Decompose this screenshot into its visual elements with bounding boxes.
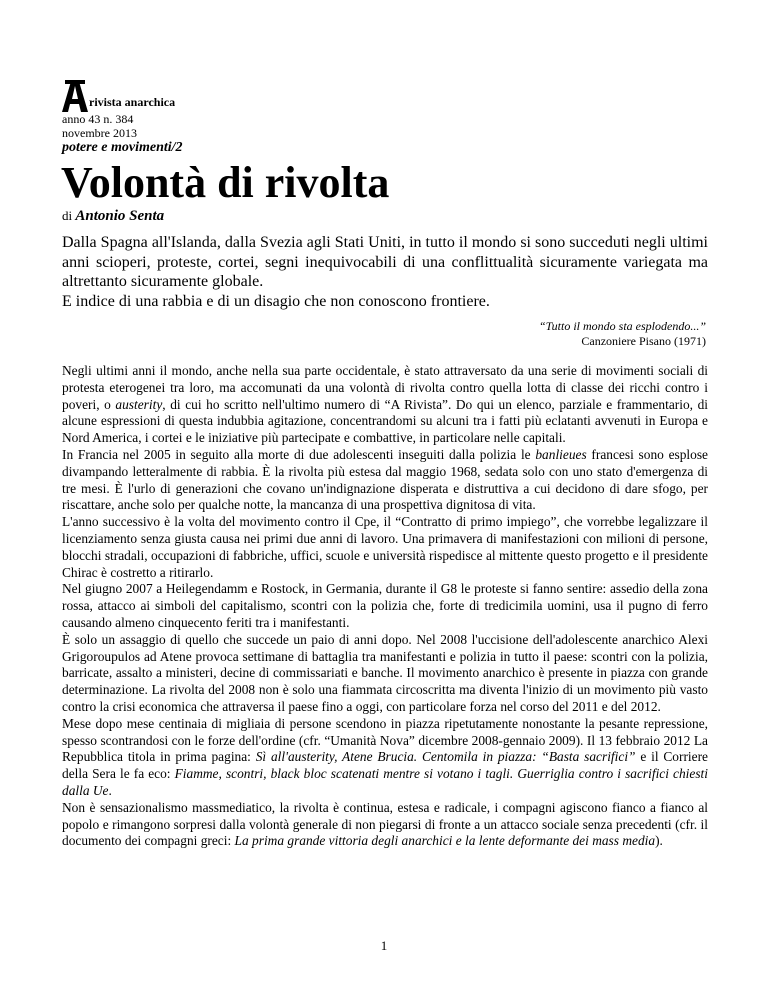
text-span: , di cui ho scritto nell'ultimo numero di “A Rivista”. Do qui un elenco, parziale e frammentario, di alcune espressioni di questa indubbia agitazione, concentrandomi su alcuni tra i fatti più eclatanti avvenuti in Europa e Nord America, i cortei e le iniziative più partecipate e combattive, in particolare nelle capitali. [62,396,708,446]
article-title: Volontà di rivolta [61,158,390,207]
epigraph-source: Canzoniere Pisano (1971) [581,334,706,348]
body-paragraph [62,800,708,850]
issue-date: novembre 2013 [62,126,137,140]
text-span: Non è sensazionalismo massmediatico, la rivolta è continua, estesa e radicale, i compagni agiscono fianco a fianco al popolo e rimangono sorpresi dalla volontà generale di non piegarsi di fronte a un attacco sociale senza precedenti (cfr. il documento dei compagni greci: [62,799,708,849]
body-paragraph [62,716,708,800]
byline [62,208,164,225]
article-body [62,363,708,850]
logo-row [62,72,183,112]
body-paragraph: È solo un assaggio di quello che succede un paio di anni dopo. Nel 2008 l'uccisione dell'adolescente anarchico Alexi Grigoroupulos ad Atene provoca settimane di battaglia tra manifestanti e polizia in tutto il paese: scontri con la polizia, barricate, assalto a ministeri, decine di commissariati e banche. Il movimento anarchico è presente in piazza con grande determinazione. La rivolta del 2008 non è solo una fiammata circoscritta ma diventa l'inizio di un movimento più vasto contro la crisi economica che attraversa il paese fino a oggi, con particolare forza nel corso del 2011 e del 2012. [62,631,708,714]
author-name: Antonio Senta [75,208,165,224]
section-title: potere e movimenti/2 [62,140,183,155]
text-span: . [108,782,112,798]
body-paragraph: L'anno successivo è la volta del movimento contro il Cpe, il “Contratto di primo impiego”, che vorrebbe legalizzare il licenziamento senza giusta causa nei primi due anni di lavoro. Una primavera di manifestazioni con milioni di persone, blocchi stradali, occupazioni di fabbriche, uffici, scuole e università rispedisce al mittente questo progetto e il presidente Chirac è costretto a ritirarlo. [62,514,708,580]
a-logo-icon [62,78,88,112]
headline-quote: Sì all'austerity, Atene Brucia. Centomila in piazza: “Basta sacrifici” [255,749,636,765]
issue-number: anno 43 n. 384 [62,112,134,126]
text-span: Negli ultimi anni il mondo, anche nella sua parte occidentale, è stato attraversato da una serie di movimenti sociali di protesta eterogenei tra loro, ma accomunati da una volontà di rivolta contro quella lotta di classe dei ricchi contro i poveri, o [62,363,708,412]
page-number: 1 [380,938,388,953]
document-title: La prima grande vittoria degli anarchici e la lente deformante dei mass media [234,833,656,849]
epigraph-quote: “Tutto il mondo sta esplodendo...” [538,319,706,333]
headline-quote: Fiamme, scontri, black bloc scatenati mentre si votano i tagli. Guerriglia contro i sacrifici chiesti dalla Ue [62,766,708,798]
italic-term: banlieues [535,446,587,462]
text-span: ). [655,833,663,849]
lead-line-2: E indice di una rabbia e di un disagio che non conoscono frontiere. [62,292,490,310]
body-paragraph [62,363,708,447]
body-paragraph [62,447,708,514]
body-paragraph: Nel giugno 2007 a Heilegendamm e Rostock, in Germania, durante il G8 le proteste si fanno sentire: assedio della zona rossa, attacco ai simboli del capitalismo, scontri con la polizia che, forte di tredicimila uomini, usa il pugno di ferro causando almeno cinquecento feriti tra i manifestanti. [62,581,708,630]
epigraph [539,319,706,349]
text-span: e il Corriere della Sera le fa eco: [62,749,708,782]
masthead [62,72,183,156]
byline-prefix: di [62,208,73,223]
lead-line-1: Dalla Spagna all'Islanda, dalla Svezia agli Stati Uniti, in tutto il mondo si sono succeduti negli ultimi anni scioperi, proteste, cortei, segni inequivocabili di una conflittualità sicuramente variegata ma altrettanto sicuramente globale. [62,234,708,290]
lead-paragraph [62,233,708,311]
text-span: Mese dopo mese centinaia di migliaia di persone scendono in piazza ripetutamente nonostante la pesante repressione, spesso scontrandosi con le forze dell'ordine (cfr. “Umanità Nova” dicembre 2008-gennaio 2009). Il 13 febbraio 2012 La Repubblica titola in prima pagina: [62,715,708,765]
magazine-name: rivista anarchica [89,95,176,109]
text-span: francesi sono esplose divampando letteralmente di rabbia. È la rivolta più estesa dal maggio 1968, sedata solo con uno stato d'emergenza di tre mesi. È l'urlo di generazioni che covano un'indignazione disperata e distruttiva a cui decidono di dare sfogo, per riscattare, anche solo per qualche notte, la mancanza di una prospettiva dignitosa di vita. [62,446,708,513]
italic-term: austerity [115,396,163,412]
text-span: In Francia nel 2005 in seguito alla morte di due adolescenti inseguiti dalla polizia le [62,446,536,462]
